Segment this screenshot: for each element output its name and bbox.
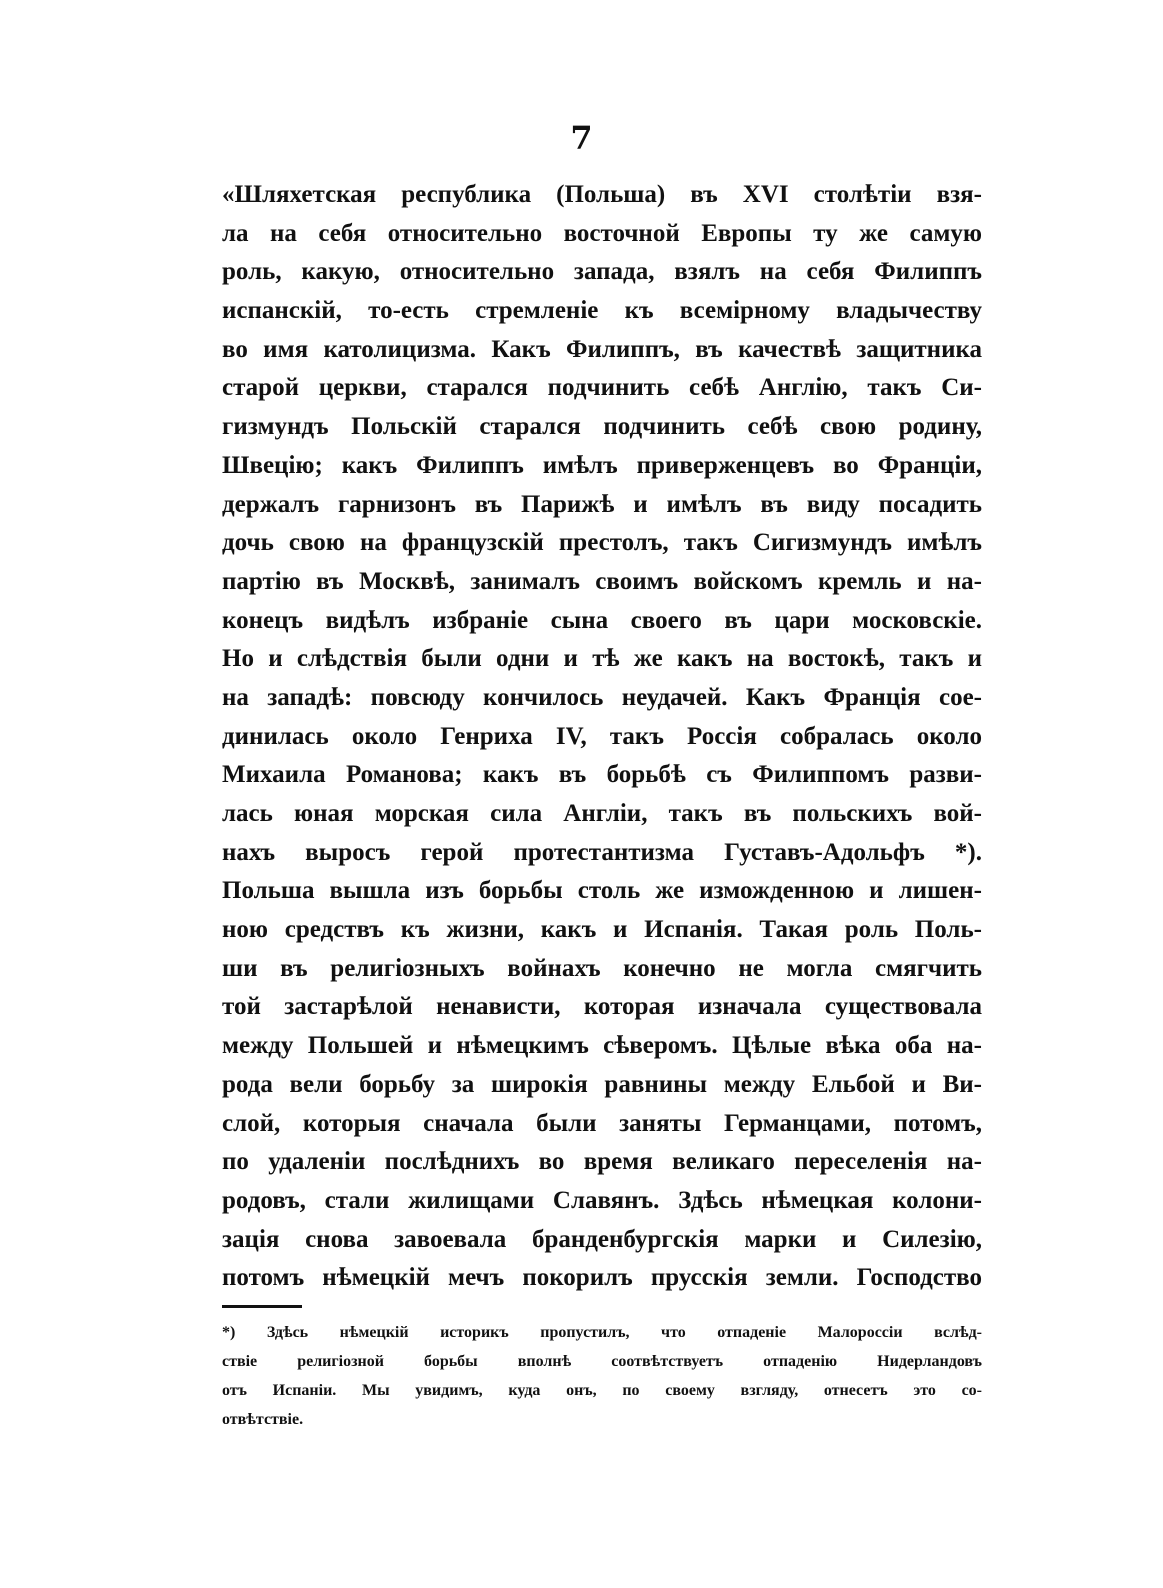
text-line: Швецію; какъ Филиппъ имѣлъ приверженцевъ во Франціи, <box>222 451 982 479</box>
text-line: во имя католицизма. Какъ Филиппъ, въ качествѣ защитника <box>222 335 982 363</box>
footnote-line: ствіе религіозной борьбы вполнѣ соотвѣтствуетъ отпаденію Нидерландовъ <box>222 1353 982 1370</box>
text-line: старой церкви, старался подчинить себѣ Англію, такъ Си- <box>222 374 982 402</box>
footnote-line: *) Здѣсь нѣмецкій историкъ пропустилъ, что отпаденіе Малороссіи вслѣд- <box>222 1324 982 1341</box>
text-line: родовъ, стали жилищами Славянъ. Здѣсь нѣмецкая колони- <box>222 1186 982 1214</box>
footnote-line: отъ Испаніи. Мы увидимъ, куда онъ, по своему взгляду, отнесетъ это со- <box>222 1382 982 1399</box>
text-line: «Шляхетская республика (Польша) въ XVI столѣтіи взя- <box>222 181 982 208</box>
text-line: партію въ Москвѣ, занималъ своимъ войскомъ кремль и на- <box>222 567 982 595</box>
text-line: потомъ нѣмецкій мечъ покорилъ прусскія земли. Господство <box>222 1264 982 1292</box>
text-line: ла на себя относительно восточной Европы ту же самую <box>222 219 982 247</box>
text-line: зація снова завоевала бранденбургскія марки и Силезію, <box>222 1225 982 1253</box>
text-line: дочь свою на французскій престолъ, такъ Сигизмундъ имѣлъ <box>222 529 982 557</box>
footnote-line: отвѣтствіе. <box>222 1411 304 1428</box>
text-line: динилась около Генриха IV, такъ Россія собралась около <box>222 722 982 750</box>
text-line: рода вели борьбу за широкія равнины между Ельбой и Ви- <box>222 1070 982 1098</box>
footnote <box>222 1318 982 1434</box>
text-line: слой, которыя сначала были заняты Германцами, потомъ, <box>222 1109 982 1137</box>
text-line: нахъ выросъ герой протестантизма Густавъ-Адольфъ *). <box>222 838 982 866</box>
text-line: между Польшей и нѣмецкимъ сѣверомъ. Цѣлые вѣка оба на- <box>222 1032 982 1060</box>
text-line: гизмундъ Польскій старался подчинить себѣ свою родину, <box>222 413 982 441</box>
page-number: 7 <box>570 119 593 157</box>
text-line: той застарѣлой ненависти, которая изначала существовала <box>222 993 982 1021</box>
text-line: лась юная морская сила Англіи, такъ въ польскихъ вой- <box>222 800 982 827</box>
footnote-divider <box>222 1305 302 1308</box>
text-line: конецъ видѣлъ избраніе сына своего въ цари московскіе. <box>222 606 982 634</box>
main-text <box>222 176 982 1298</box>
text-line: Михаила Романова; какъ въ борьбѣ съ Филиппомъ разви- <box>222 761 982 789</box>
text-line: держалъ гарнизонъ въ Парижѣ и имѣлъ въ виду посадить <box>222 490 982 518</box>
text-line: на западѣ: повсюду кончилось неудачей. Какъ Франція сое- <box>222 683 982 711</box>
text-line: по удаленіи послѣднихъ во время великаго переселенія на- <box>222 1148 982 1176</box>
text-line: Но и слѣдствія были одни и тѣ же какъ на востокѣ, такъ и <box>222 645 982 673</box>
text-line: роль, какую, относительно запада, взялъ на себя Филиппъ <box>222 258 982 286</box>
text-line: испанскій, то-есть стремленіе къ всемірному владычеству <box>222 297 982 325</box>
text-line: ною средствъ къ жизни, какъ и Испанія. Такая роль Поль- <box>222 916 982 944</box>
text-line: Польша вышла изъ борьбы столь же изможденною и лишен- <box>222 877 982 905</box>
text-line: ши въ религіозныхъ войнахъ конечно не могла смягчить <box>222 954 982 982</box>
